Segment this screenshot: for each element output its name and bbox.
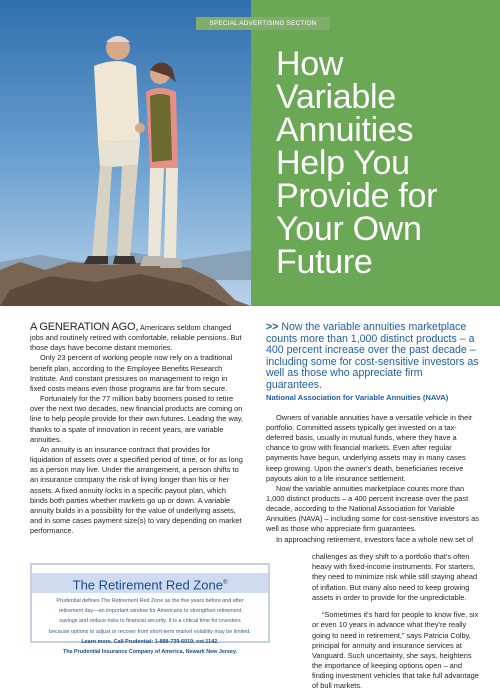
pull-quote	[266, 322, 481, 392]
red-zone-line: savings and reduce risks to financial security. It is a critical time for investors	[59, 618, 241, 625]
red-zone-line: retirement day—an important window for Americans to strengthen retirement	[58, 608, 242, 615]
article-paragraph: An annuity is an insurance contract that provides for liquidation of assets over a specified period of time, or for as long as a person may live. Under the arrangement, a person shifts to an insurance company the risk of living longer than his or her assets. A fixed annuity locks in a specific payout plan, which binds both parties whether markets go up or down. A variable annuity builds in a possibility for the value of underlying assets, and in some cases payment size(s) to vary depending on market performance.	[30, 444, 243, 536]
red-zone-body	[32, 596, 268, 657]
red-zone-title-text: The Retirement Red Zone	[72, 577, 223, 593]
headline-line: Annuities	[276, 111, 414, 149]
article-paragraph: challenges as they shift to a portfolio that's often heavy with fixed-income instruments. For starters, they need to minimize risk while still staying ahead of inflation. But many also need to keep growing assets in order to provide for the unpredictable.	[312, 552, 478, 602]
article-paragraph: Owners of variable annuities have a versatile vehicle in their portfolio. Committed assets typically get invested on a tax-deferred basis, usually in mutual funds, where they have a chance to grow with financial markets. Even after regular payments have begun, underlying assets may in many cases keep growing. Upon the owner's death, beneficiaries receive payouts akin to a life insurance settlement.	[266, 412, 473, 483]
pull-quote-source: National Association for Variable Annuities (NAVA)	[266, 392, 449, 402]
headline-line: Future	[276, 243, 373, 281]
headline-line: How	[276, 45, 344, 83]
left-column	[30, 322, 244, 536]
section-label: SPECIAL ADVERTISING SECTION	[196, 17, 330, 30]
red-zone-company: The Prudential Insurance Company of America, Newark New Jersey.	[62, 649, 238, 656]
headline-line: Provide for	[276, 177, 438, 215]
article-paragraph: Fortunately for the 77 million baby boomers poised to retire over the next two decades, new financial products are coming on line to help people provide for their own futures. Leading the way, thanks to a spate of innovation in recent years, are variable annuities.	[30, 394, 244, 444]
headline-line: Help You	[276, 144, 410, 182]
red-zone-title	[32, 573, 268, 593]
article-paragraph	[30, 322, 244, 353]
red-zone-box	[30, 563, 270, 656]
article-paragraph: Only 23 percent of working people now rely on a traditional benefit plan, according to the Employee Benefits Research Institute. And constant pressures on management to reign in fixed costs means even those programs are far from secure.	[30, 353, 233, 393]
registered-mark: ®	[222, 580, 228, 586]
article-paragraph: “Sometimes it's hard for people to know five, six or even 10 years in advance what they're really going to need in retirement,” says Patricia Colby, principal for annuity and insurance services at Vanguard. Such uncertainty, she says, heightens the importance of keeping options open – and finding investment vehicles that take full advantage of bull markets.	[312, 610, 479, 691]
pull-quote-arrow: >>	[266, 321, 279, 333]
couple-photo	[0, 0, 251, 306]
red-zone-line: because options to adjust or recover from short-term market volatility may be limited.	[49, 628, 251, 635]
red-zone-phone: Learn more. Call Prudential: 1-888-739-6019, ext.1142.	[81, 638, 219, 645]
right-column	[266, 322, 481, 699]
pull-quote-text: Now the variable annuities marketplace counts more than 1,000 distinct products – a 400 percent increase over the past decade – including some for cost-sensitive investors as well as those who appreciate firm guarantees.	[266, 321, 479, 391]
article-paragraph: In approaching retirement, investors face a whole new set of	[276, 534, 474, 544]
paragraph-text: Americans seldom changed jobs and routinely retired with comfortable, reliable pensions. But those days have become distant memories.	[30, 323, 242, 353]
headline	[276, 45, 496, 281]
headline-line: Your Own	[276, 210, 422, 248]
headline-line: Variable	[276, 78, 396, 116]
lead-in: A GENERATION AGO,	[30, 321, 139, 333]
article-paragraph: Now the variable annuities marketplace counts more than 1,000 distinct products – a 400 percent increase over the past decade, according to the National Association for Variable Annuities (NAVA) – including some for cost-sensitive investors as well as those who appreciate firm guarantees.	[266, 483, 479, 534]
red-zone-line: Prudential defines The Retirement Red Zone as the five years before and after	[56, 598, 244, 604]
